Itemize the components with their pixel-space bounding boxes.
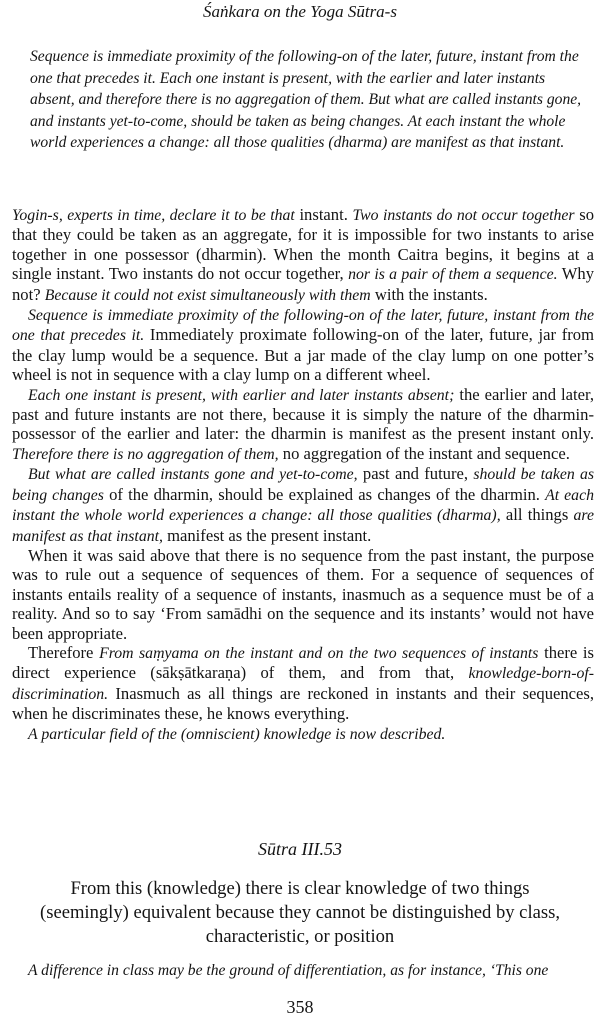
sutra-text-line: characteristic, or position <box>205 926 395 947</box>
commentary-text: Inasmuch as all things are reckoned in instants and their sequences, when he discriminates these, he knows everything. <box>12 683 594 724</box>
commentary-text: Why not? <box>12 264 594 304</box>
quoted-text: Sequence is immediate proximity of the following-on of the later, future, instant from the one that precedes it. <box>12 307 594 345</box>
quoted-text: are manifest as that instant, <box>12 507 595 545</box>
commentary-paragraph <box>12 724 594 744</box>
page-number: 358 <box>286 997 314 1017</box>
commentary-paragraph <box>12 643 594 724</box>
commentary-text: When it was said above that there is no sequence from the past instant, the purpose was to rule out a sequence of sequences of them. For a sequence of sequences of instants entails reality of a sequence of instants, inasmuch as a sequence must be of a reality. And so to say ‘From samādhi on the sequence and its instants’ would not have been appropriate. <box>12 545 594 643</box>
quoted-text: Yogin-s, experts in time, declare it to be that <box>12 207 295 224</box>
quoted-text: should be taken as being changes <box>12 466 594 504</box>
commentary-paragraph <box>12 205 594 305</box>
commentary-text: manifest as the present instant. <box>162 525 372 545</box>
commentary-text: Immediately proximate following-on of the later, future, jar from the clay lump would be a sequence. But a jar made of the clay lump on one potter’s wheel is not in sequence with a clay lump on a different wheel. <box>12 325 595 385</box>
quoted-text: From saṃyama on the instant and on the two sequences of instants <box>99 644 539 662</box>
next-paragraph: A difference in class may be the ground of differentiation, as for instance, ‘This one <box>28 962 549 979</box>
quoted-text: Two instants do not occur together <box>352 207 575 224</box>
commentary-text: all things <box>500 505 574 525</box>
commentary-text: so that they could be taken as an aggregate, for it is impossible for two instants to arise together in one possessor (dharmin). When the month Caitra begins, it begins at a single instant. Two instants do not occur together, <box>12 205 594 284</box>
quoted-text: At each instant the whole world experiences a change: all those qualities (dharma), <box>12 486 594 525</box>
sutra-text <box>0 877 600 949</box>
running-head: Śaṅkara on the Yoga Sūtra-s <box>203 2 397 21</box>
quoted-text: knowledge-born-of-discrimination. <box>12 665 594 703</box>
commentary-text: there is direct experience (sākṣātkaraṇa) of them, and from that, <box>12 642 594 683</box>
commentary-text: the earlier and later, past and future instants are not there, because it is simply the nature of the dharmin-possessor of the earlier and later: the dharmin is manifest as the present instant only. <box>12 384 595 444</box>
quoted-text: nor is a pair of them a sequence. <box>348 266 558 284</box>
commentary-text: no aggregation of the instant and sequence. <box>278 443 570 463</box>
quoted-sutra: Sequence is immediate proximity of the following-on of the later, future, instant from the one that precedes it. Each one instant is present, with the earlier and later instants absent, and therefore there is no aggregation of them. But what are called instants gone, and instants yet-to-come, should be taken as being changes. At each instant the whole world experiences a change: all those qualities (dharma) are manifest as that instant. <box>30 48 582 151</box>
section-title: Sūtra III.53 <box>258 839 342 859</box>
commentary-paragraph <box>12 464 594 546</box>
commentary-text: of the dharmin, should be explained as changes of the dharmin. <box>103 484 546 504</box>
commentary <box>12 205 594 744</box>
quoted-text: Therefore there is no aggregation of them, <box>12 445 279 463</box>
quoted-text: Each one instant is present, with earlier and later instants absent; <box>28 386 455 404</box>
quoted-text: Because it could not exist simultaneously with them <box>44 286 371 304</box>
quoted-text: But what are called instants gone and yet-to-come, <box>28 466 358 484</box>
commentary-paragraph <box>12 546 594 643</box>
commentary-paragraph <box>12 385 594 465</box>
sutra-text-line: (seemingly) equivalent because they cannot be distinguished by class, <box>40 902 560 923</box>
commentary-text: with the instants. <box>370 284 488 304</box>
quoted-text: A particular field of the (omniscient) knowledge is now described. <box>28 725 446 743</box>
commentary-text: Therefore <box>28 642 100 662</box>
commentary-paragraph <box>12 305 594 385</box>
sutra-text-line: From this (knowledge) there is clear knowledge of two things <box>70 878 530 899</box>
commentary-text: instant. <box>294 205 353 224</box>
commentary-text: past and future, <box>357 464 474 484</box>
